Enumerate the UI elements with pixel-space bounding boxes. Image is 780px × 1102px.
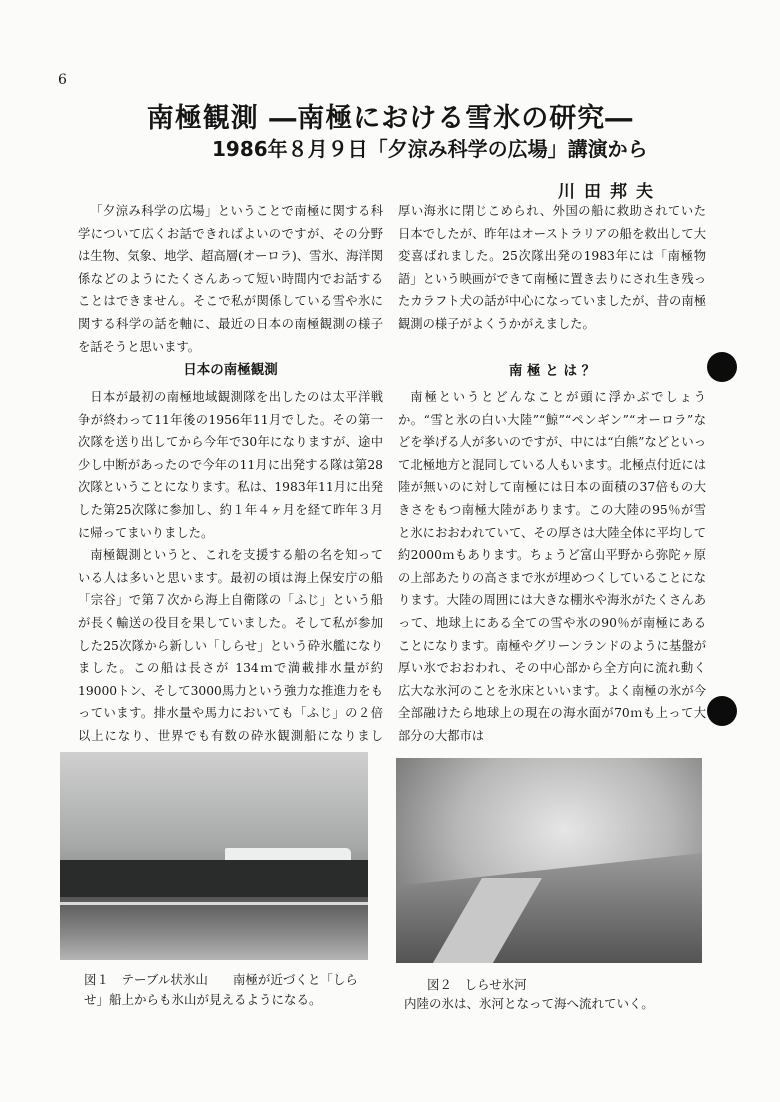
author-name: 川田邦夫 xyxy=(558,182,662,202)
section2-paragraph-1: 南極というとどんなことが頭に浮かぶでしょうか。“雪と氷の白い大陸”“鯨”“ペンギン”“オーロラ”などを挙げる人が多いのですが、中には“白熊”などといって北極地方と混同している人もいます。北極点付近には陸が無いのに対して南極には日本の面積の37倍もの大きさをもつ南極大陸があります。この大陸の95％が雪と氷におおわれていて、その厚さは大陸全体に平均して約2000ｍもあります。ちょうど富山平野から弥陀ヶ原の上部あたりの高さまで氷が埋めつくしていることになります。大陸の周囲には大きな棚氷や海氷がたくさんあって、地球上にある全ての雪や氷の90％が南極にあることになります。南極やグリーンランドのように基盤が厚い氷でおおわれ、その中心部から全方向に流れ動く広大な氷河のことを氷床といいます。よく南極の氷が今全部融けたら地球上の現在の海水面が70ｍも上って大部分の大都市は xyxy=(398,390,706,743)
left-column-section1 xyxy=(78,386,383,770)
binding-hole-bottom xyxy=(707,696,737,726)
section1-paragraph-2: 南極観測というと、これを支援する船の名を知っている人は多いと思います。最初の頃は海上保安庁の船「宗谷」で第７次から海上自衛隊の「ふじ」という船が長く輸送の役目を果していました。そして私が参加した25次隊から新しい「しらせ」という砕氷艦になりました。この船は長さが 134ｍで満載排水量が約19000トン、そして3000馬力という強力な推進力をもっています。排水量や馬力においても「ふじ」の２倍以上になり、世界でも有数の砕氷観測船になりまし xyxy=(78,548,383,743)
section-heading-what-is-antarctica: 南 極 と は ？ xyxy=(508,363,596,379)
ship-deck xyxy=(60,897,368,960)
section1-paragraph-1: 日本が最初の南極地域観測隊を出したのは太平洋戦争が終わって11年後の1956年11月でした。その第一次隊を送り出してから今年で30年になりますが、途中少し中断があったので今年の11月に出発する隊は第28次隊ということになります。私は、1983年11月に出発した第25次隊に参加し、約１年４ヶ月を経て昨年３月に帰ってまいりました。 xyxy=(78,390,383,540)
continuation-paragraph: 厚い海氷に閉じこめられ、外国の船に救助されていた日本でしたが、昨年はオーストラリアの船を救出して大変喜ばれました。25次隊出発の1983年には「南極物語」という映画ができて南極に置き去りにされ生き残ったカラフト犬の話が中心になっていましたが、昔の南極観測の様子がよくうかがえました。 xyxy=(398,204,706,331)
iceberg-shape xyxy=(225,848,351,860)
deck-rail xyxy=(60,902,368,905)
section-heading-japan-observation: 日本の南極観測 xyxy=(183,362,278,378)
page-number: 6 xyxy=(58,72,67,88)
right-column-section2 xyxy=(398,386,706,748)
left-column-intro xyxy=(78,200,383,358)
right-column-continuation xyxy=(398,200,706,336)
article-subtitle: 1986年８月９日「夕涼み科学の広場」講演から xyxy=(212,137,648,161)
figure-2-caption-body: 内陸の氷は、氷河となって海へ流れていく。 xyxy=(404,996,654,1011)
figure-2-caption-title: 図２ しらせ氷河 xyxy=(427,977,527,992)
figure-1-caption: 図１ テーブル状氷山 南極が近づくと「しらせ」船上からも氷山が見えるようになる。 xyxy=(84,972,358,1007)
sea-band xyxy=(60,860,368,900)
binding-hole-top xyxy=(707,352,737,382)
article-title: 南極観測 ―南極における雪氷の研究― xyxy=(146,103,634,134)
figure-2-shirase-glacier-photo xyxy=(396,758,702,963)
figure-1-table-iceberg-photo xyxy=(60,752,368,960)
intro-paragraph: 「夕涼み科学の広場」ということで南極に関する科学について広くお話できればよいのですが、その分野は生物、気象、地学、超高層(オーロラ)、雪氷、海洋関係などのようにたくさんあって短い時間内でお話することはできません。そこで私が関係している雪や氷に関する科学の話を軸に、最近の日本の南極観測の様子を話そうと思います。 xyxy=(78,204,383,354)
